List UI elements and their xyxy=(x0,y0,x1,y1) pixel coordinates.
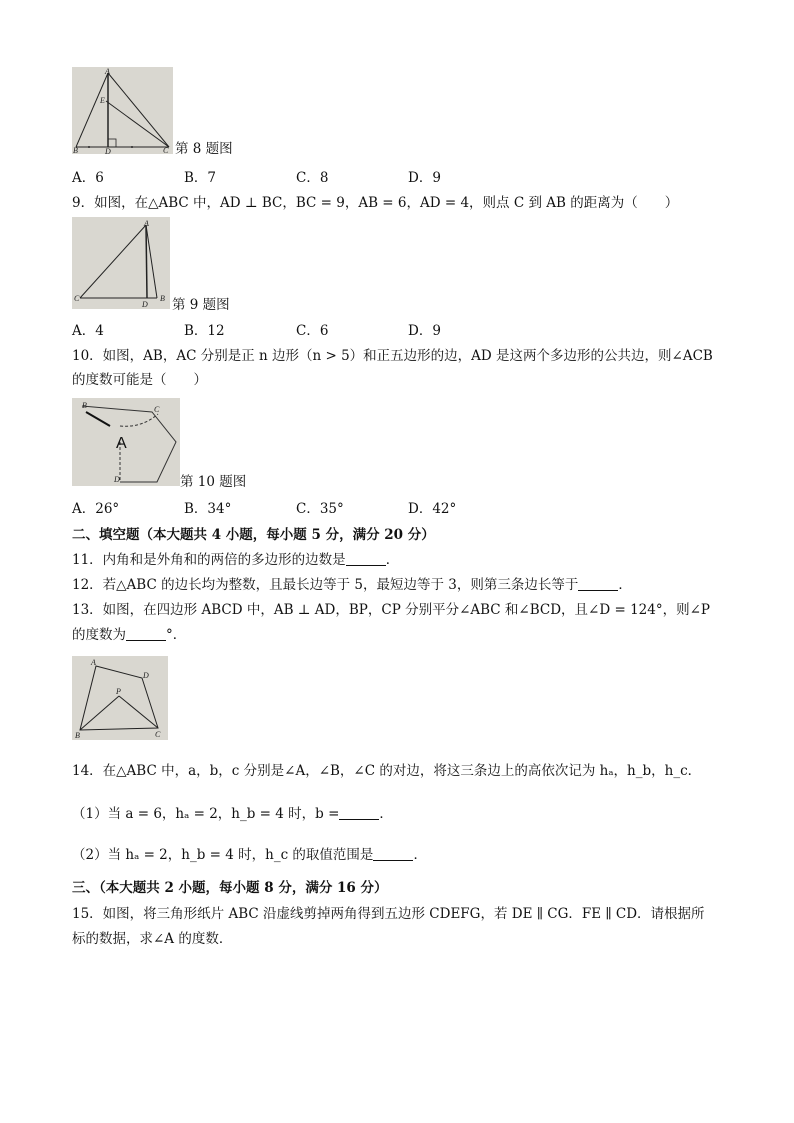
q13-label-D: D xyxy=(143,671,149,680)
q10-figure-caption: 第 10 题图 xyxy=(180,474,247,490)
q9-label-B: B xyxy=(160,294,165,303)
q14-part2 xyxy=(72,846,427,864)
q10-label-B: B xyxy=(82,401,87,410)
q10-figure xyxy=(72,398,180,486)
q9-option-c: C．6 xyxy=(296,323,329,339)
q9-figure xyxy=(72,217,170,309)
q9-figure-caption: 第 9 题图 xyxy=(172,297,230,313)
q12-end: ． xyxy=(618,577,632,593)
q10-option-c: C．35° xyxy=(296,501,344,517)
q14-part1-text: （1）当 a = 6，hₐ = 2，h_b = 4 时，b = xyxy=(72,806,340,822)
q9-label-A: A xyxy=(144,219,149,228)
q13-label-B: B xyxy=(75,731,80,740)
q9-label-C: C xyxy=(74,294,80,303)
q14-stem: 14．在△ABC 中，a，b，c 分别是∠A，∠B，∠C 的对边，将这三条边上的高依次记为 hₐ，h_b，h_c． xyxy=(72,763,702,779)
q13-label-C: C xyxy=(155,730,161,739)
q12 xyxy=(72,576,632,594)
q13-label-P: P xyxy=(116,687,121,696)
q13-label-A: A xyxy=(91,658,96,667)
q14-part1-blank xyxy=(339,805,379,820)
q14-part1 xyxy=(72,805,393,823)
q13-answer-blank xyxy=(126,626,166,641)
q9-option-a: A．4 xyxy=(72,323,104,339)
q8-figure xyxy=(72,67,173,154)
q12-text: 12．若△ABC 的边长均为整数，且最长边等于 5，最短边等于 3，则第三条边长等于 xyxy=(72,577,579,593)
q8-option-d: D．9 xyxy=(408,170,441,186)
q9-label-D: D xyxy=(142,300,148,309)
q10-stem-line2: 的度数可能是（ ） xyxy=(72,372,207,388)
q11 xyxy=(72,551,399,569)
q9-stem: 9．如图，在△ABC 中，AD ⊥ BC，BC = 9，AB = 6，AD = 4，则点 C 到 AB 的距离为（ ） xyxy=(72,195,679,211)
q11-text: 11．内角和是外角和的两倍的多边形的边数是 xyxy=(72,552,346,568)
q8-label-B: B xyxy=(73,146,78,154)
q14-part2-end: ． xyxy=(413,847,427,863)
q10-option-d: D．42° xyxy=(408,501,457,517)
q11-end: ． xyxy=(385,552,400,568)
q8-figure-caption: 第 8 题图 xyxy=(175,141,233,157)
q13-end: °． xyxy=(166,627,187,643)
q10-stem-line1: 10．如图，AB，AC 分别是正 n 边形（n > 5）和正五边形的边，AD 是这两个多边形的公共边，则∠ACB xyxy=(72,348,713,364)
q10-label-C: C xyxy=(154,405,160,414)
q8-label-D: D xyxy=(105,147,111,154)
section2-heading: 二、填空题（本大题共 4 小题，每小题 5 分，满分 20 分） xyxy=(72,527,435,543)
q13-line1: 13．如图，在四边形 ABCD 中，AB ⊥ AD，BP，CP 分别平分∠ABC 和∠BCD，且∠D = 124°，则∠P xyxy=(72,602,710,618)
q8-label-C: C xyxy=(163,146,169,154)
q9-option-d: D．9 xyxy=(408,323,441,339)
q15-line1: 15．如图，将三角形纸片 ABC 沿虚线剪掉两角得到五边形 CDEFG，若 DE ∥ CG．FE ∥ CD．请根据所 xyxy=(72,906,705,922)
q10-label-D: D xyxy=(114,475,120,484)
q12-answer-blank xyxy=(578,576,618,591)
q10-option-b: B．34° xyxy=(184,501,232,517)
q13-line2-text: 的度数为 xyxy=(72,627,126,643)
q8-option-c: C．8 xyxy=(296,170,329,186)
q9-option-b: B．12 xyxy=(184,323,225,339)
q8-label-A: A xyxy=(105,67,110,76)
q14-part1-end: ． xyxy=(379,806,393,822)
q14-part2-blank xyxy=(373,846,413,861)
q11-answer-blank xyxy=(346,551,386,566)
q8-option-a: A．6 xyxy=(72,170,104,186)
q10-label-A: A xyxy=(116,435,127,452)
q13-figure xyxy=(72,656,168,740)
q8-option-b: B．7 xyxy=(184,170,217,186)
q14-part2-text: （2）当 hₐ = 2，h_b = 4 时，h_c 的取值范围是 xyxy=(72,847,374,863)
q10-option-a: A．26° xyxy=(72,501,120,517)
section3-heading: 三、（本大题共 2 小题，每小题 8 分，满分 16 分） xyxy=(72,880,388,896)
q13-line2 xyxy=(72,626,186,644)
q15-line2: 标的数据，求∠A 的度数． xyxy=(72,931,233,947)
q8-label-E: E xyxy=(100,96,105,105)
